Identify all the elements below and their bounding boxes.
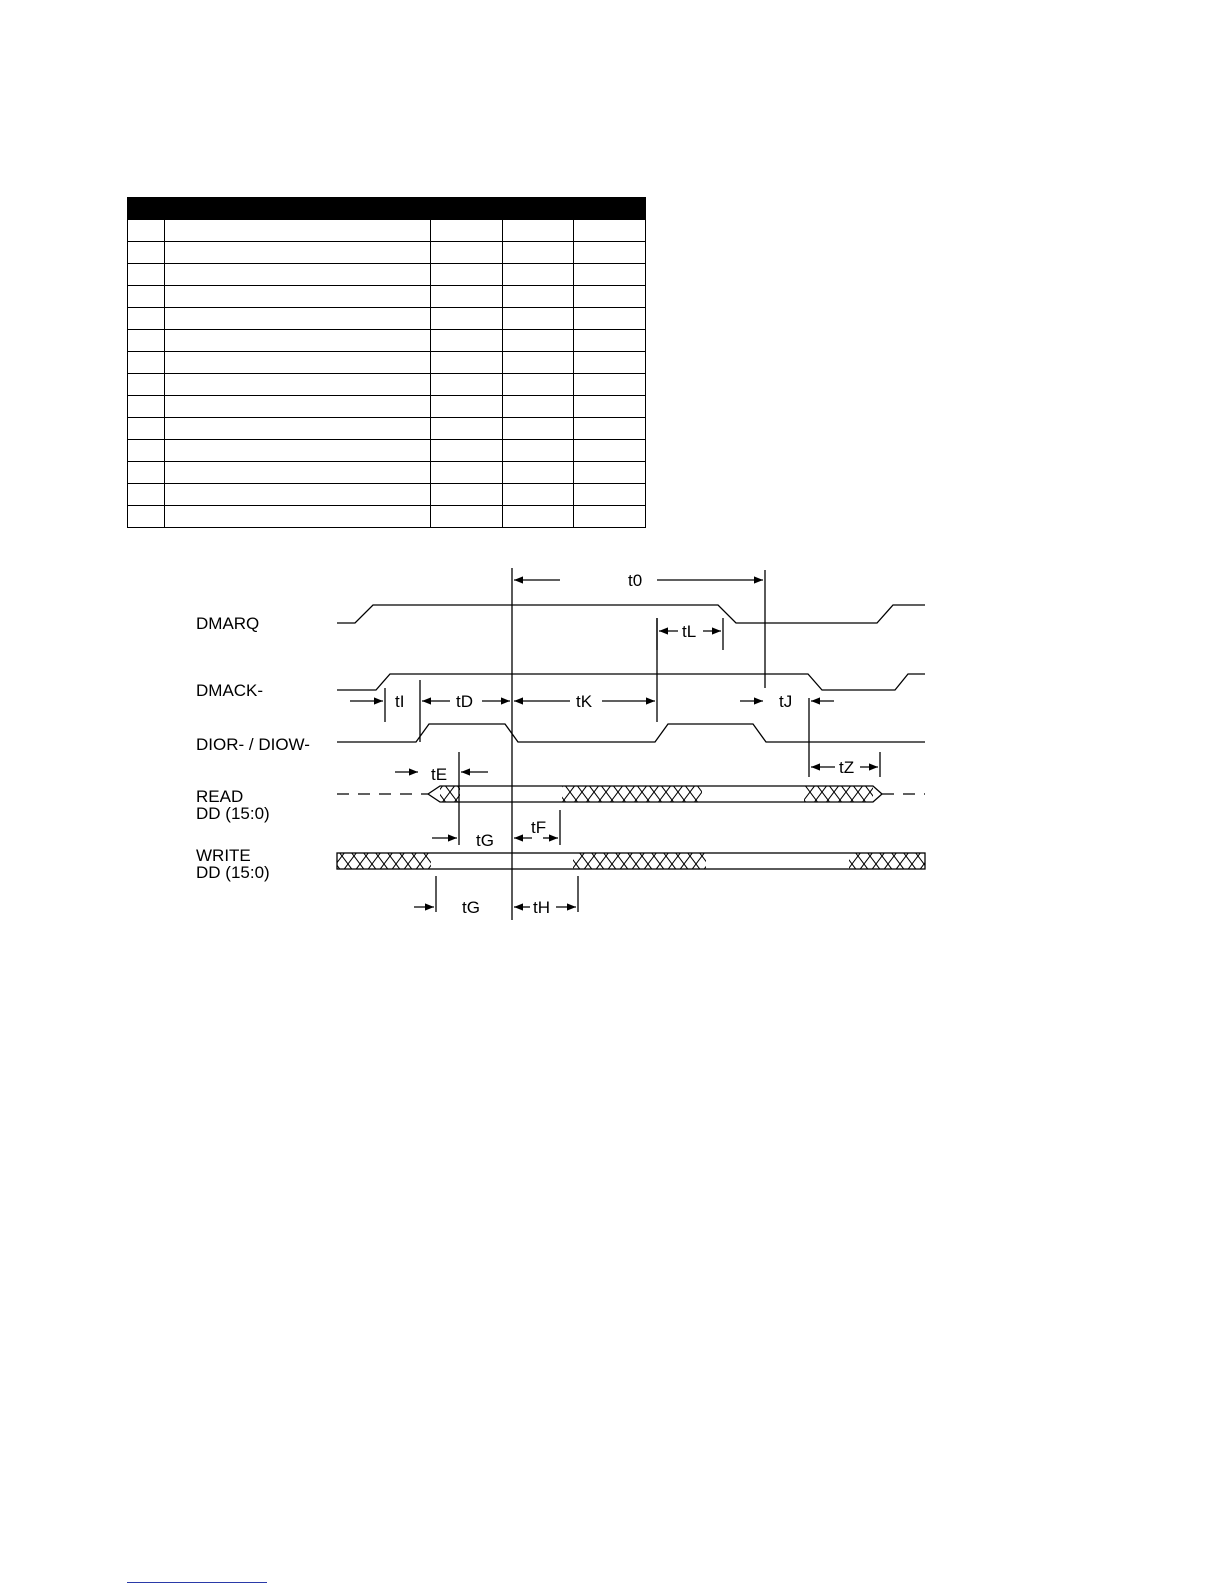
timing-label-tj: tJ (779, 692, 793, 711)
signal-label-write: WRITE (196, 846, 251, 865)
timing-label-tf: tF (531, 818, 547, 837)
write-data-bus (337, 853, 925, 869)
timing-label-tk: tK (576, 692, 593, 711)
signal-label-dmarq: DMARQ (196, 614, 260, 633)
timing-label-tz: tZ (839, 758, 855, 777)
read-data-bus (337, 786, 925, 802)
timing-label-th: tH (533, 898, 550, 917)
dmarq-waveform (337, 605, 925, 623)
timing-label-te: tE (431, 765, 448, 784)
signal-label-read-bus: DD (15:0) (196, 804, 270, 823)
timing-label-tg-write: tG (462, 898, 480, 917)
timing-label-ti: tI (395, 692, 405, 711)
timing-label-tl: tL (682, 622, 697, 641)
dmack-waveform (337, 674, 925, 690)
signal-label-write-bus: DD (15:0) (196, 863, 270, 882)
timing-label-td: tD (456, 692, 473, 711)
timing-label-tg-read: tG (476, 831, 494, 850)
signal-label-dmack: DMACK- (196, 681, 264, 700)
timing-label-t0: t0 (628, 571, 643, 590)
signal-label-dior-diow: DIOR- / DIOW- (196, 735, 310, 754)
signal-label-read: READ (196, 787, 244, 806)
dior-diow-waveform (337, 724, 925, 742)
footer-link-rule (127, 1582, 267, 1583)
